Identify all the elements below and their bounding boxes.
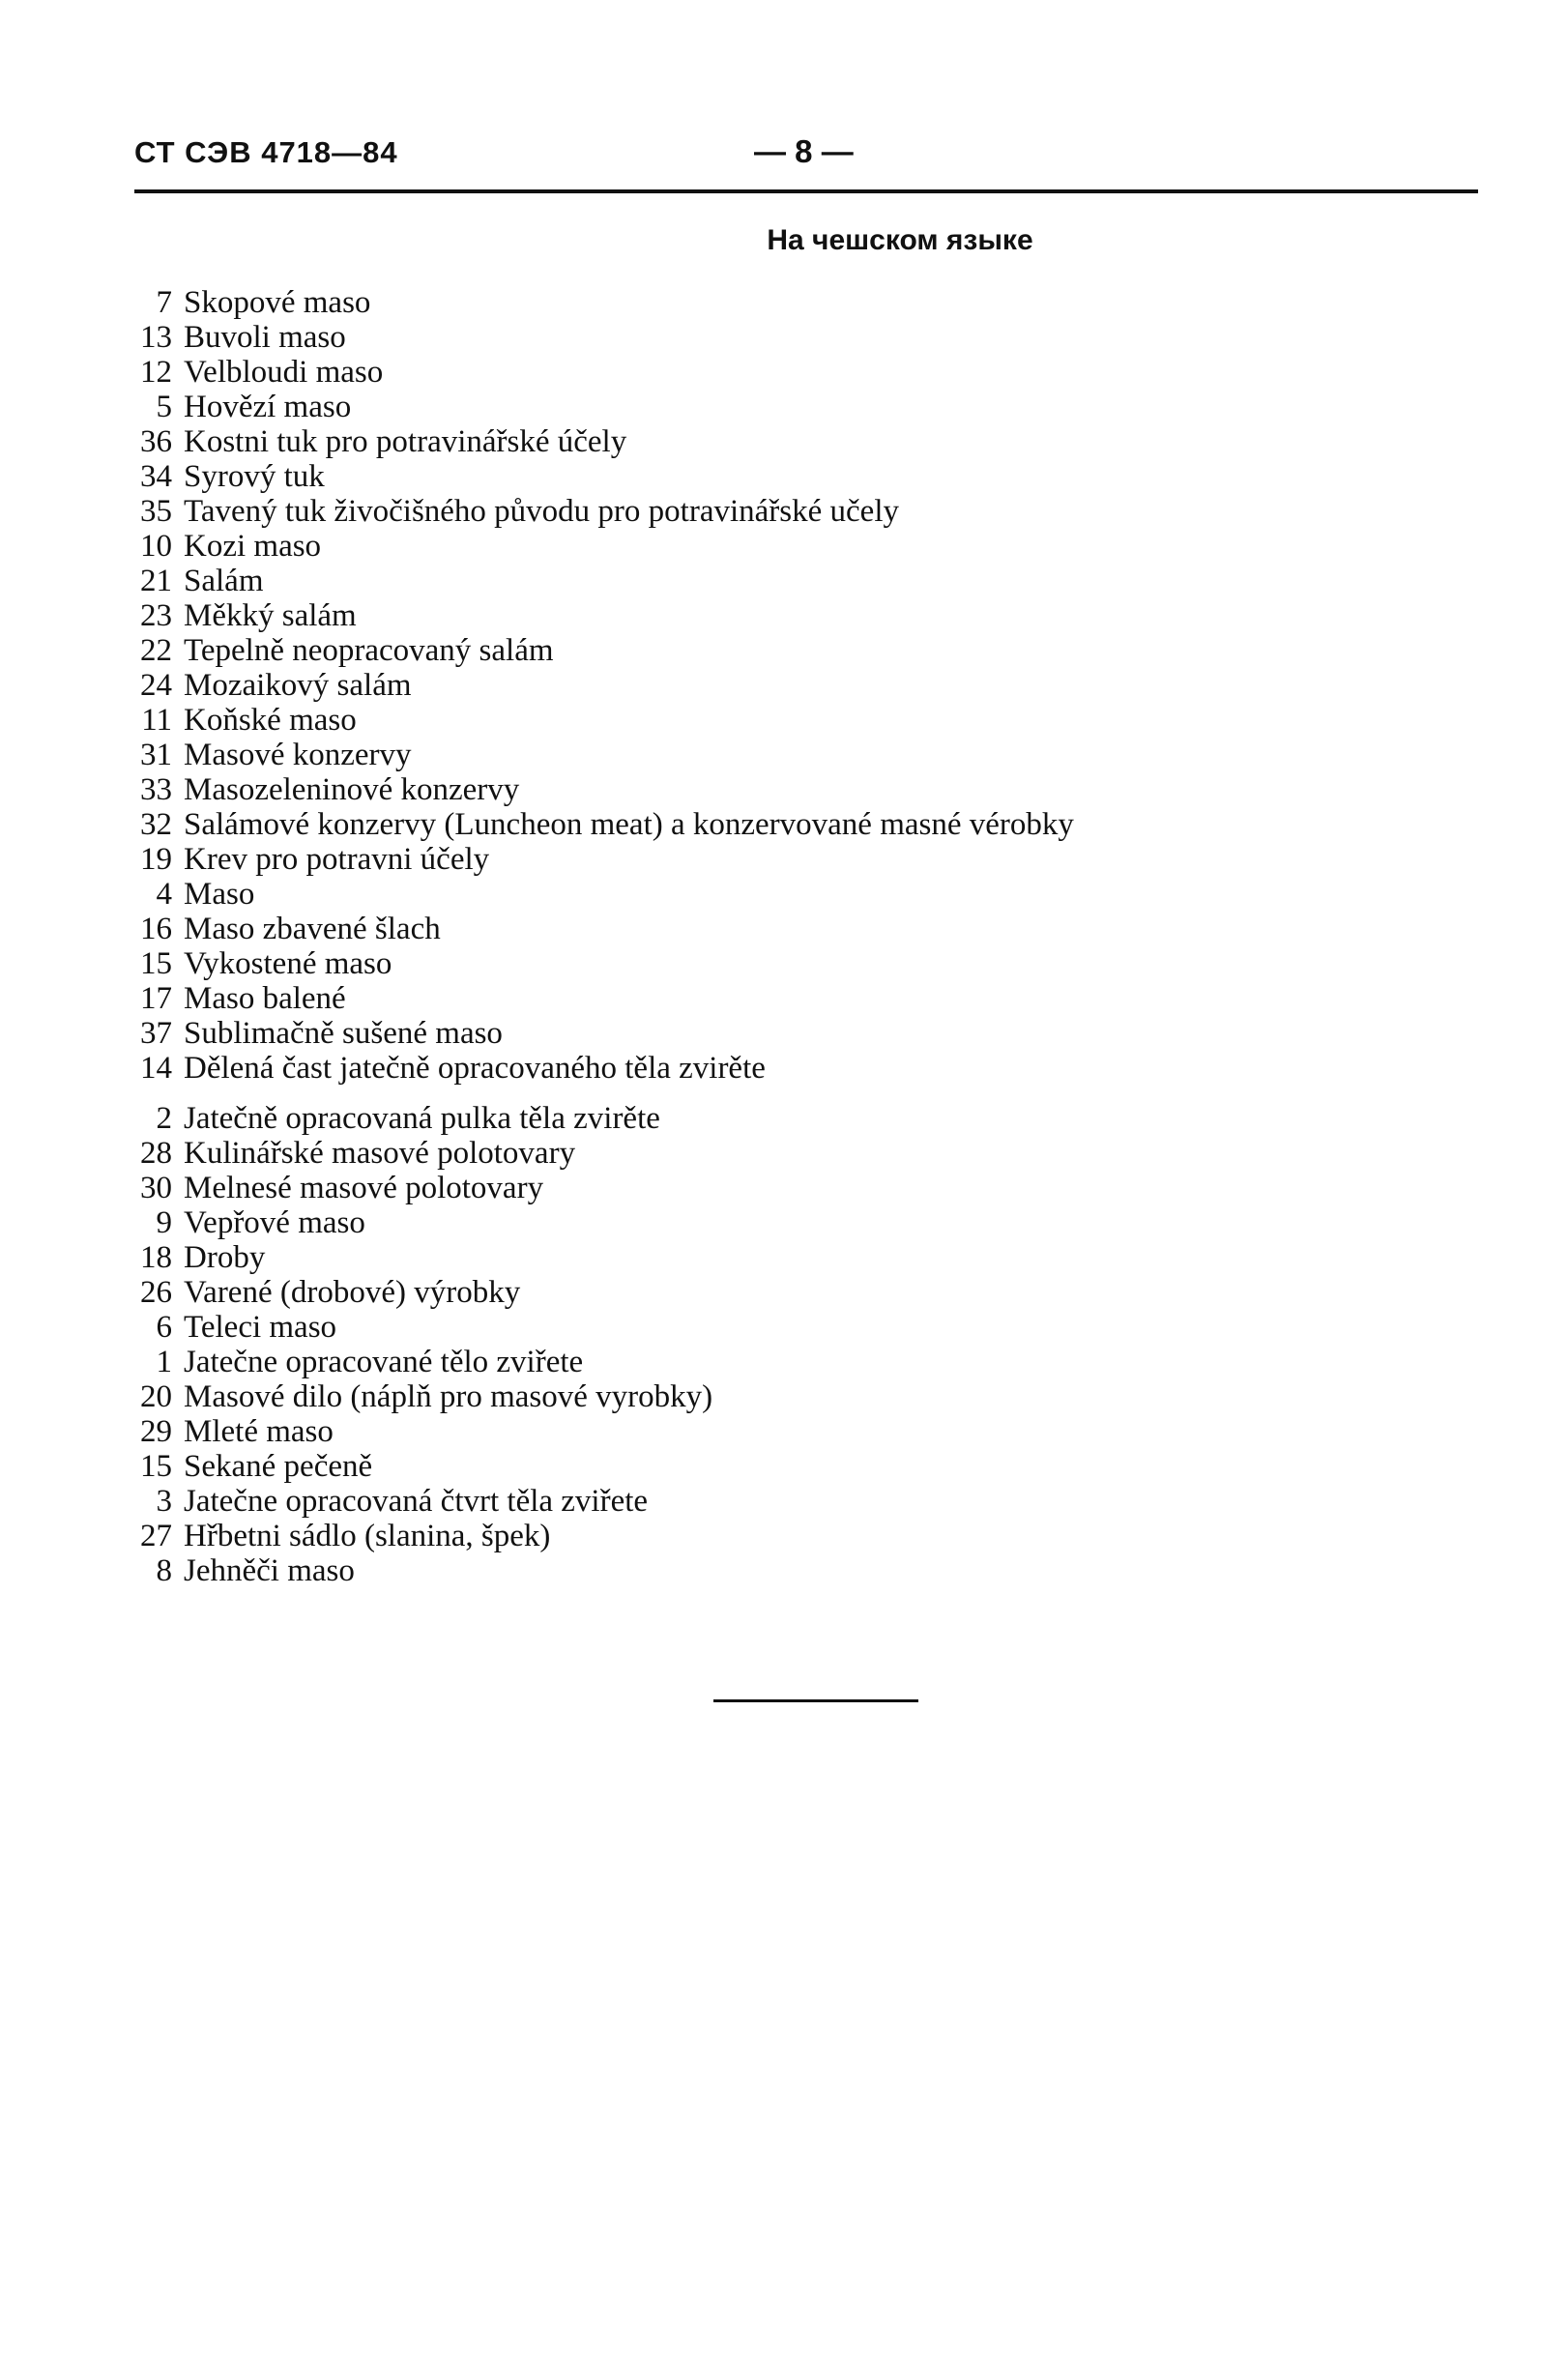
- term-number: 24: [140, 668, 172, 703]
- term-number: 35: [140, 494, 172, 529]
- term-number: 36: [140, 424, 172, 459]
- term-text: Varené (drobové) výrobky: [184, 1275, 521, 1310]
- term-number: 34: [140, 459, 172, 494]
- list-item: [126, 1519, 1440, 1553]
- list-item: [126, 1553, 1440, 1588]
- term-number: 5: [156, 390, 172, 424]
- term-number: 14: [140, 1051, 172, 1086]
- list-item: [126, 1275, 1440, 1310]
- term-text: Maso zbavené šlach: [184, 912, 441, 946]
- term-number: 20: [140, 1379, 172, 1414]
- term-text: Maso balené: [184, 981, 346, 1016]
- list-item: [126, 1414, 1440, 1449]
- term-text: Masové konzervy: [184, 738, 412, 772]
- term-text: Buvoli maso: [184, 320, 346, 355]
- list-item: [126, 494, 1440, 529]
- list-item: [126, 285, 1440, 320]
- term-text: Krev pro potravni účely: [184, 842, 490, 877]
- term-text: Masozeleninové konzervy: [184, 772, 520, 807]
- list-item: [126, 1136, 1440, 1171]
- list-item: [126, 529, 1440, 564]
- end-divider: [713, 1699, 918, 1702]
- list-item: [126, 981, 1440, 1016]
- term-text: Hovězí maso: [184, 390, 352, 424]
- term-text: Velbloudi maso: [184, 355, 384, 390]
- term-text: Droby: [184, 1240, 266, 1275]
- term-number: 32: [140, 807, 172, 842]
- term-text: Tepelně neopracovaný salám: [184, 633, 554, 668]
- list-item: [126, 1449, 1440, 1484]
- term-number: 22: [140, 633, 172, 668]
- term-number: 11: [141, 703, 172, 738]
- term-text: Koňské maso: [184, 703, 357, 738]
- term-number: 1: [156, 1345, 172, 1379]
- term-text: Sekané pečeně: [184, 1449, 373, 1484]
- list-item: [126, 564, 1440, 598]
- page-header: [0, 0, 1568, 256]
- term-number: 7: [156, 285, 172, 320]
- term-number: 9: [156, 1205, 172, 1240]
- list-item: [126, 1484, 1440, 1519]
- standard-code: СТ СЭВ 4718—84: [134, 135, 398, 169]
- list-item: [126, 598, 1440, 633]
- section-title: На чешском языке: [767, 224, 1033, 256]
- list-item: [126, 355, 1440, 390]
- term-number: 19: [140, 842, 172, 877]
- term-number: 15: [140, 1449, 172, 1484]
- term-number: 21: [140, 564, 172, 598]
- list-item: [126, 390, 1440, 424]
- term-text: Vepřové maso: [184, 1205, 365, 1240]
- term-text: Vykostené maso: [184, 946, 392, 981]
- term-number: 26: [140, 1275, 172, 1310]
- term-text: Sublimačně sušené maso: [184, 1016, 503, 1051]
- term-text: Mleté maso: [184, 1414, 334, 1449]
- term-text: Masové dilo (náplň pro masové vyrobky): [184, 1379, 713, 1414]
- term-number: 18: [140, 1240, 172, 1275]
- list-item: [126, 842, 1440, 877]
- term-number: 15: [140, 946, 172, 981]
- term-number: 28: [140, 1136, 172, 1171]
- term-number: 33: [140, 772, 172, 807]
- list-item: [126, 320, 1440, 355]
- list-item: [126, 772, 1440, 807]
- term-text: Tavený tuk živočišného původu pro potravinářské učely: [184, 494, 899, 529]
- term-text: Jatečne opracovaná čtvrt těla zviřete: [184, 1484, 649, 1519]
- term-number: 30: [140, 1171, 172, 1205]
- term-number: 27: [140, 1519, 172, 1553]
- list-item: [126, 424, 1440, 459]
- term-text: Jatečně opracovaná pulka těla zvirěte: [184, 1101, 660, 1136]
- term-number: 2: [156, 1101, 172, 1136]
- list-item: [126, 1101, 1440, 1136]
- term-number: 10: [140, 529, 172, 564]
- term-text: Melnesé masové polotovary: [184, 1171, 544, 1205]
- list-item: [126, 912, 1440, 946]
- term-number: 6: [156, 1310, 172, 1345]
- list-item: [126, 1205, 1440, 1240]
- term-text: Kulinářské masové polotovary: [184, 1136, 576, 1171]
- list-item: [126, 877, 1440, 912]
- term-text: Kozi maso: [184, 529, 322, 564]
- page-number: — 8 —: [754, 133, 854, 169]
- list-item: [126, 1379, 1440, 1414]
- list-item: [126, 738, 1440, 772]
- list-item: [126, 633, 1440, 668]
- term-number: 4: [156, 877, 172, 912]
- term-text: Syrový tuk: [184, 459, 325, 494]
- term-text: Dělená čast jatečně opracovaného těla zvirěte: [184, 1051, 766, 1086]
- term-number: 12: [140, 355, 172, 390]
- term-text: Jehněči maso: [184, 1553, 355, 1588]
- term-text: Měkký salám: [184, 598, 357, 633]
- list-item: [126, 459, 1440, 494]
- header-divider: [134, 189, 1478, 193]
- term-number: 13: [140, 320, 172, 355]
- term-number: 23: [140, 598, 172, 633]
- list-item: [126, 946, 1440, 981]
- list-item: [126, 1240, 1440, 1275]
- term-number: 37: [140, 1016, 172, 1051]
- list-item: [126, 1345, 1440, 1379]
- term-text: Jatečne opracované tělo zviřete: [184, 1345, 584, 1379]
- list-item: [126, 668, 1440, 703]
- term-number: 16: [140, 912, 172, 946]
- term-text: Maso: [184, 877, 255, 912]
- term-number: 17: [140, 981, 172, 1016]
- list-item: [126, 1171, 1440, 1205]
- term-text: Teleci maso: [184, 1310, 337, 1345]
- term-list: [126, 285, 1440, 1588]
- list-item: [126, 807, 1440, 842]
- term-text: Kostni tuk pro potravinářské účely: [184, 424, 627, 459]
- term-number: 29: [140, 1414, 172, 1449]
- term-number: 31: [140, 738, 172, 772]
- term-number: 8: [156, 1553, 172, 1588]
- list-item: [126, 1310, 1440, 1345]
- term-text: Hřbetni sádlo (slanina, špek): [184, 1519, 551, 1553]
- term-text: Salám: [184, 564, 264, 598]
- term-text: Mozaikový salám: [184, 668, 412, 703]
- list-item: [126, 1051, 1440, 1086]
- term-text: Salámové konzervy (Luncheon meat) a konzervované masné vérobky: [184, 807, 1074, 842]
- list-item: [126, 1016, 1440, 1051]
- term-text: Skopové maso: [184, 285, 371, 320]
- term-number: 3: [156, 1484, 172, 1519]
- list-item: [126, 703, 1440, 738]
